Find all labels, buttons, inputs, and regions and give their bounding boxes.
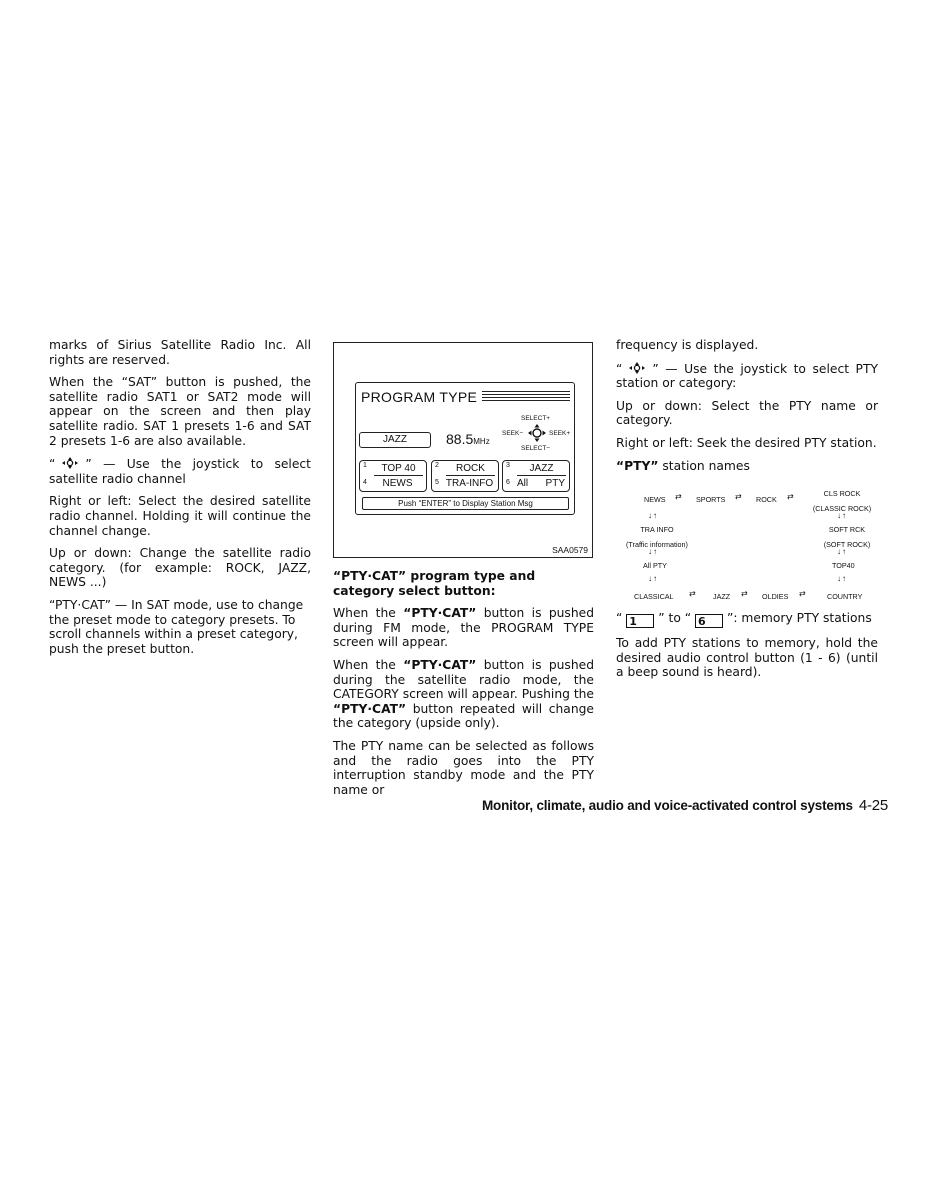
pty-name: SOFT RCK: [828, 525, 866, 535]
paragraph: [616, 459, 878, 474]
up-down-arrow-icon: ↓↑: [648, 547, 658, 557]
pty-sports: SPORTS: [696, 495, 726, 505]
joystick-icon: [626, 361, 648, 375]
pty-country: COUNTRY: [827, 592, 863, 602]
preset-number: 4: [363, 479, 367, 486]
paragraph: The PTY name can be selected as follows and the radio goes into the PTY interruption standby mode and the PTY name or: [333, 738, 594, 797]
up-down-arrow-icon: ↓↑: [837, 511, 847, 521]
quote-open: “: [49, 457, 56, 472]
pty-station-names-diagram: [616, 483, 878, 603]
preset-label: All: [517, 478, 529, 489]
preset-number: 2: [435, 462, 439, 469]
preset-number: 1: [363, 462, 367, 469]
paragraph: Up or down: Change the satellite radio category. (for example: ROCK, JAZZ, NEWS ...): [49, 546, 311, 590]
preset-group-1: [359, 460, 427, 492]
page-number: 4-25: [858, 797, 889, 814]
preset-number: 3: [506, 462, 510, 469]
pty-rock: ROCK: [756, 495, 777, 505]
paragraph: Right or left: Seek the desired PTY station.: [616, 435, 877, 450]
radio-display-screen: [355, 382, 575, 515]
pty-news: NEWS: [644, 495, 666, 505]
pty-top40: TOP40: [832, 561, 855, 571]
up-down-arrow-icon: ↓↑: [648, 511, 658, 521]
paragraph: To add PTY stations to memory, hold the desired audio control button (1 - 6) (until a beep sound is heard).: [616, 636, 878, 680]
paragraph: [616, 361, 878, 391]
pty-label: “PTY”: [616, 458, 659, 473]
bidirectional-arrow-icon: ⇄: [799, 589, 806, 599]
paragraph: “PTY·CAT” — In SAT mode, use to change the preset mode to category presets. To scroll channels within a preset category, push the preset button.: [49, 597, 304, 656]
pty-classical: CLASSICAL: [634, 592, 674, 602]
up-down-arrow-icon: ↓↑: [837, 547, 847, 557]
up-down-arrow-icon: ↓↑: [837, 574, 847, 584]
text: button is pushed during FM mode, the PROGRAM TYPE screen will appear.: [333, 606, 595, 650]
preset-group-3: [502, 460, 570, 492]
frequency-display: [446, 431, 490, 447]
text: button is pushed during the satellite radio mode, the CATEGORY screen will appear. Pushing the: [333, 657, 595, 702]
paragraph: Right or left: Select the desired satellite radio channel. Holding it will continue the channel change.: [49, 494, 311, 538]
paragraph: [333, 658, 594, 731]
pty-name: TRA INFO: [640, 525, 674, 535]
text: station names: [658, 458, 750, 473]
frequency-value: 88.5: [446, 431, 474, 447]
text: “: [616, 611, 623, 626]
preset-label: NEWS: [382, 478, 413, 489]
footer-title: Monitor, climate, audio and voice-activated control systems: [482, 798, 853, 813]
bidirectional-arrow-icon: ⇄: [675, 492, 682, 502]
bidirectional-arrow-icon: ⇄: [689, 589, 696, 599]
screen-title: PROGRAM TYPE: [361, 389, 478, 405]
paragraph: [333, 606, 594, 650]
pty-jazz: JAZZ: [713, 592, 731, 602]
button-name: “PTY·CAT”: [333, 701, 407, 716]
pty-name-full: (SOFT ROCK): [823, 539, 871, 549]
pty-oldies: OLDIES: [762, 592, 789, 602]
section-heading: “PTY·CAT” program type and category select button:: [333, 569, 536, 598]
figure-code: SAA0579: [552, 545, 588, 555]
joystick-description: ” — Use the joystick to select satellite radio channel: [49, 457, 311, 486]
pty-all: All PTY: [643, 561, 667, 571]
paragraph: frequency is displayed.: [616, 338, 759, 352]
select-up-label: SELECT+: [521, 415, 551, 422]
paragraph: Up or down: Select the PTY name or category.: [616, 398, 878, 428]
preset-key-1: 1: [626, 614, 654, 628]
program-type-figure: [333, 342, 593, 558]
paragraph: [49, 456, 311, 486]
text: ”: memory PTY stations: [726, 611, 872, 626]
bidirectional-arrow-icon: ⇄: [741, 589, 748, 599]
push-enter-message: Push “ENTER” to Display Station Msg: [362, 497, 569, 510]
frequency-unit: MHz: [473, 437, 490, 446]
seek-plus-label: SEEK+: [549, 430, 571, 437]
bidirectional-arrow-icon: ⇄: [735, 492, 742, 502]
text: ” to “: [658, 611, 692, 626]
seek-minus-label: SEEK−: [502, 430, 524, 437]
title-lines: [482, 391, 570, 402]
preset-label: ROCK: [446, 463, 495, 476]
pty-name-full: (Traffic information): [626, 539, 688, 549]
column-middle: [333, 569, 594, 805]
paragraph: [616, 611, 878, 628]
joystick-icon: [59, 456, 81, 470]
button-name: “PTY·CAT”: [403, 657, 477, 672]
preset-key-6: 6: [695, 614, 723, 628]
preset-number: 6: [506, 479, 510, 486]
text: When the: [333, 606, 404, 621]
column-left: [49, 338, 311, 664]
pty-name: CLS ROCK: [823, 489, 861, 499]
page-footer: [482, 797, 888, 814]
select-down-label: SELECT−: [521, 445, 551, 452]
preset-label: JAZZ: [517, 463, 566, 476]
preset-group-2: [431, 460, 499, 492]
column-right: [616, 338, 878, 688]
pty-soft-rck: [816, 523, 878, 552]
pty-name-full: (CLASSIC ROCK): [812, 503, 872, 513]
up-down-arrow-icon: ↓↑: [648, 574, 658, 584]
text: button repeated will change the category (upside only).: [333, 701, 594, 731]
preset-label: TRA-INFO: [445, 478, 494, 489]
paragraph: When the “SAT” button is pushed, the satellite radio SAT1 or SAT2 mode will appear on the screen and then play satellite radio. SAT 1 presets 1-6 and SAT 2 presets 1-6 are also available.: [49, 375, 311, 448]
pty-name-box: JAZZ: [359, 432, 431, 448]
button-name: “PTY·CAT”: [403, 606, 477, 621]
preset-label: TOP 40: [374, 463, 423, 476]
paragraph: marks of Sirius Satellite Radio Inc. All rights are reserved.: [49, 338, 311, 367]
text: When the: [333, 657, 404, 672]
joystick-description: ” — Use the joystick to select PTY station or category:: [616, 361, 878, 391]
quote-open: “: [616, 361, 623, 376]
joystick-icon: [527, 423, 547, 443]
preset-label: PTY: [545, 478, 565, 489]
bidirectional-arrow-icon: ⇄: [787, 492, 794, 502]
preset-number: 5: [435, 479, 439, 486]
